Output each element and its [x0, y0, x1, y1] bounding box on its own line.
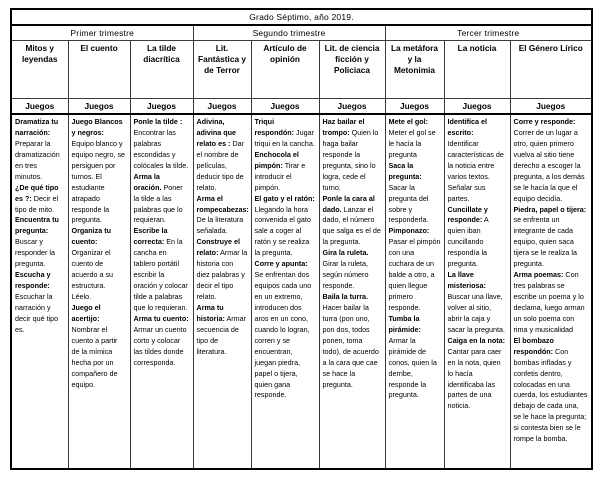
- game-entry-title: Gira la ruleta.: [322, 248, 369, 258]
- game-entry-title: Arma poemas:: [513, 270, 564, 280]
- game-entry-title: Juego Blancos y negros:: [71, 117, 123, 137]
- game-entry-title: Juego el acertijo:: [71, 302, 101, 323]
- game-entry: [72, 226, 127, 303]
- game-entry-text: Armar secuencia de tipo de literatura.: [196, 313, 247, 356]
- game-entry-text: Organizar el cuento de acuerdo a su estructura. Léelo.: [71, 248, 114, 301]
- game-entry-text: Nombrar el cuento a partir de la mímica hecha por un compañero de equipo.: [71, 324, 118, 389]
- game-entry: [514, 336, 589, 445]
- games-cell-la-tilde-diacritica: [130, 114, 193, 469]
- game-entry-title: Construye el relato:: [196, 237, 241, 258]
- game-entry: [514, 117, 589, 205]
- game-entry-text: Escuchar la narración y decir qué tipo es.: [15, 292, 59, 334]
- game-entry-text: En la cancha en tablero portátil escribir la oración y colocar tilde a palabras que lo requieran.: [133, 237, 188, 312]
- game-entry-text: Correr de un lugar a otro, quien primero vuelva al sitio tiene derecho a escoger la pregunta, a los demás se le hacía la que el equipo decidía.: [513, 127, 585, 203]
- game-entry: [134, 117, 190, 172]
- game-entry-text: Sacar la pregunta del sobre y responderla.: [388, 182, 429, 225]
- game-entry-title: ¿De qué tipo es ?:: [15, 182, 59, 203]
- game-entry-title: Ponle la cara al dado.: [322, 193, 375, 214]
- game-entry-text: Se enfrentan dos equipos cada uno en un extremo, introducen dos aros en un cono, cuando lo logran, corren y se encuentran, juegan piedra, papel o tijera, quien gana responde.: [254, 270, 312, 400]
- game-entry-title: Cuncillate y responde:: [447, 204, 488, 225]
- juegos-label-4: Juegos: [193, 99, 251, 115]
- game-entry-text: se enfrenta un integrante de cada equipo, quien saca tijera se le realiza la pregunta.: [513, 215, 578, 269]
- game-entry-title: Pimponazo:: [388, 226, 430, 236]
- game-entry-title: Arma la oración.: [133, 171, 162, 192]
- topic-header-el-genero-lirico: El Género Lírico: [510, 41, 592, 99]
- game-entry-text: Equipo blanco y equipo negro, se persiguen por turnos. El estudiante atrapado responde la pregunta.: [71, 138, 126, 225]
- game-entry-text: Armar un cuento corto y colocar las tildes donde corresponda.: [133, 324, 187, 367]
- game-entry-title: Tumba la pirámide:: [388, 313, 421, 334]
- game-entry-title: Triqui respondón:: [254, 117, 295, 137]
- juegos-label-2: Juegos: [68, 99, 130, 115]
- game-entry-title: Piedra, papel o tijera:: [513, 204, 587, 214]
- game-entry-title: Encuentra tu pregunta:: [15, 215, 59, 236]
- juegos-label-8: Juegos: [444, 99, 510, 115]
- games-cell-mitos-y-leyendas: [11, 114, 68, 469]
- game-entry-text: Poner la tilde a las palabras que lo requieran.: [133, 182, 183, 225]
- game-entry-title: Corre y responde:: [513, 117, 576, 126]
- game-entry-title: La llave misteriosa:: [447, 270, 486, 291]
- game-entry-title: Escribe la correcta:: [133, 226, 168, 247]
- game-entry-title: El bombazo respondón:: [513, 335, 554, 356]
- game-entry-title: Baila la turra.: [322, 292, 369, 301]
- game-entry-title: Mete el gol:: [388, 117, 429, 126]
- game-entry-title: Enchocola el pimpón:: [254, 149, 299, 170]
- game-entry-text: Quien lo haga bailar responde la pregunta, sino lo logra, cede el turno.: [322, 127, 379, 192]
- game-entry-text: Identificar características de la noticia entre varios textos. Señalar sus partes.: [447, 138, 504, 203]
- game-entry-text: De la literatura señalada.: [196, 215, 244, 236]
- juegos-label-6: Juegos: [319, 99, 385, 115]
- game-entry-title: Ponle la tilde :: [133, 117, 183, 126]
- game-entry: [134, 314, 190, 369]
- game-entry-title: Arma tu cuento:: [133, 313, 189, 323]
- trimester-header-2: Segundo trimestre: [193, 25, 385, 41]
- game-entry: [323, 194, 382, 249]
- game-entry-text: Hacer bailar la turra (pon uno, pon dos, todos ponen, toma todo), de acuerdo a la cara que cae se hace la pregunta.: [322, 302, 379, 389]
- topic-header-row: [11, 41, 592, 99]
- game-entry: [197, 117, 248, 194]
- topic-header-lit-de-ciencia-ficcion-y-policiaca: Lit. de ciencia ficción y Policiaca: [319, 41, 385, 99]
- topic-header-mitos-y-leyendas: Mitos y leyendas: [11, 41, 68, 99]
- juegos-label-9: Juegos: [510, 99, 592, 115]
- juegos-label-7: Juegos: [385, 99, 444, 115]
- game-entry: [389, 117, 441, 161]
- topic-header-lit-fantastica-y-de-terror: Lit. Fantástica y de Terror: [193, 41, 251, 99]
- game-entry-text: Llegando la hora convenida el gato sale a coger al ratón y se realiza la pregunta.: [254, 204, 311, 258]
- game-entry-title: Dramatiza tu narración:: [15, 117, 59, 137]
- game-entry: [255, 259, 316, 401]
- juegos-label-3: Juegos: [130, 99, 193, 115]
- game-entry: [323, 292, 382, 390]
- game-entry: [389, 226, 441, 314]
- game-entry: [134, 172, 190, 227]
- game-entry-text: Con tres palabras se escribe un poema y lo declama, luego arman un solo poema con rima y musicalidad: [513, 270, 585, 334]
- game-entry-text: Armar la historia con diez palabras y decir el tipo relato.: [196, 248, 248, 301]
- game-entry: [514, 270, 589, 336]
- game-entry-text: Jugar triqui en la cancha.: [254, 127, 315, 148]
- game-entry-title: El gato y el ratón:: [254, 193, 315, 203]
- topic-header-la-metafora-y-la-metonimia: La metáfora y la Metonimia: [385, 41, 444, 99]
- games-cell-la-metafora-y-la-metonimia: [385, 114, 444, 469]
- game-entry-text: Lanzar el dado, el número que salga es el de la pregunta.: [322, 204, 381, 247]
- juegos-label-1: Juegos: [11, 99, 68, 115]
- game-entry-title: Corre y apunta:: [254, 259, 308, 269]
- game-entry: [15, 215, 65, 270]
- game-entry-text: A quien iban cuncillando respondía la pregunta.: [447, 215, 489, 269]
- games-content-row: [11, 114, 592, 469]
- games-cell-lit-de-ciencia-ficcion-y-policiaca: [319, 114, 385, 469]
- game-entry: [323, 248, 382, 292]
- games-cell-articulo-de-opinion: [251, 114, 319, 469]
- trimester-header-row: [11, 25, 592, 41]
- game-entry: [197, 303, 248, 358]
- game-entry-title: Identifica el escrito:: [447, 117, 488, 137]
- trimester-header-3: Tercer trimestre: [385, 25, 592, 41]
- topic-header-la-noticia: La noticia: [444, 41, 510, 99]
- game-entry-text: Buscar una llave, volver al sitio, abrir la caja y sacar la pregunta.: [447, 292, 506, 334]
- game-entry: [255, 150, 316, 194]
- page-title: Grado Séptimo, año 2019.: [11, 9, 592, 25]
- game-entry-text: Pasar el pimpón con una cuchara de un balde a otro, a quien llegue primero responde.: [388, 237, 441, 312]
- game-entry: [389, 161, 441, 227]
- topic-header-la-tilde-diacritica: La tilde diacrítica: [130, 41, 193, 99]
- game-entry-text: Cantar para caer en la nota, quien lo hacía identificaba las partes de una noticia.: [447, 346, 502, 411]
- game-entry: [15, 270, 65, 336]
- game-entry-title: Arma tu historia:: [196, 302, 225, 323]
- game-entry: [15, 117, 65, 183]
- topic-header-articulo-de-opinion: Artículo de opinión: [251, 41, 319, 99]
- games-cell-el-genero-lirico: [510, 114, 592, 469]
- game-entry-text: Con bombas infladas y confetis dentro, colocadas en una cuerda, los estudiantes debajo de cada una, se le hace la pregunta; si contesta bien se le rompe la bomba.: [513, 346, 588, 444]
- game-entry-title: Saca la pregunta:: [388, 160, 422, 181]
- game-entry-title: Haz bailar el trompo:: [322, 117, 365, 137]
- game-entry-title: Adivina, adivina que relato es :: [196, 117, 237, 148]
- game-entry-text: Encontrar las palabras escondidas y colócales la tilde.: [133, 127, 189, 170]
- games-cell-la-noticia: [444, 114, 510, 469]
- game-entry-text: Preparar la dramatización en tres minutos.: [15, 138, 60, 181]
- game-entry: [255, 194, 316, 260]
- game-entry-text: Tirar e introducir el pimpón.: [254, 160, 306, 192]
- game-entry: [197, 237, 248, 303]
- game-entry-text: Buscar y responder la pregunta.: [15, 237, 55, 269]
- game-entry-text: Dar el nombre de películas, deducir tipo de relato.: [196, 138, 245, 192]
- game-entry-title: Escucha y responde:: [15, 270, 51, 291]
- game-entry-title: Caiga en la nota:: [447, 335, 506, 345]
- game-entry: [448, 336, 507, 413]
- juegos-label-row: [11, 99, 592, 115]
- game-entry-text: Armar la pirámide de conos, quien la derribe, responde la pregunta.: [388, 335, 437, 400]
- trimester-header-1: Primer trimestre: [11, 25, 193, 41]
- game-entry-text: Meter el gol se le hacía la pregunta: [388, 127, 436, 159]
- game-entry: [448, 117, 507, 205]
- game-entry: [323, 117, 382, 194]
- game-entry-text: Decir el tipo de mito.: [15, 193, 59, 214]
- game-entry: [72, 117, 127, 226]
- game-entry: [389, 314, 441, 402]
- game-entry-text: Girar la ruleta, según número responde.: [322, 259, 369, 291]
- game-entry: [197, 194, 248, 238]
- game-entry-title: Arma el rompecabezas:: [196, 193, 249, 214]
- game-entry-title: Organiza tu cuento:: [71, 226, 112, 247]
- game-entry: [134, 226, 190, 314]
- curriculum-table: [10, 8, 593, 470]
- games-cell-lit-fantastica-y-de-terror: [193, 114, 251, 469]
- game-entry: [255, 117, 316, 150]
- table-title-row: [11, 9, 592, 25]
- topic-header-el-cuento: El cuento: [68, 41, 130, 99]
- juegos-label-5: Juegos: [251, 99, 319, 115]
- game-entry: [448, 205, 507, 271]
- game-entry: [448, 270, 507, 336]
- game-entry: [514, 205, 589, 271]
- game-entry: [15, 183, 65, 216]
- game-entry: [72, 303, 127, 391]
- games-cell-el-cuento: [68, 114, 130, 469]
